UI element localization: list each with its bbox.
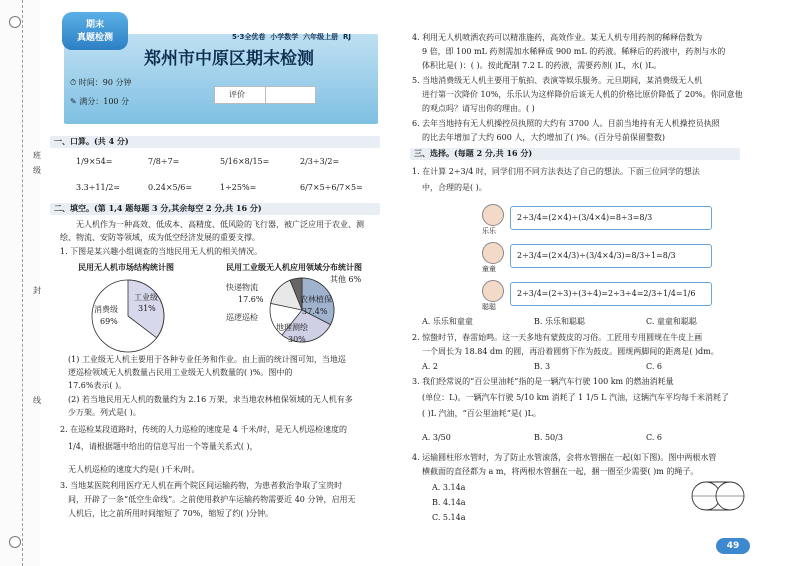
pie-label: 巡逻巡检 bbox=[226, 313, 258, 322]
grade-box bbox=[214, 86, 316, 104]
option: A. 乐乐和童童 bbox=[422, 317, 473, 326]
q5-line: 5. 当地消费级无人机主要用于航拍、表演等娱乐服务。元旦期间，某消费级无人机 bbox=[412, 76, 703, 85]
binding-char: 班 bbox=[33, 151, 41, 160]
pie-label: 地理测绘 bbox=[276, 323, 308, 332]
option: B. 50/3 bbox=[534, 433, 563, 442]
intro-line: 绘、物流、安防等领域，成为低空经济发展的重要支撑。 bbox=[60, 233, 260, 242]
page-title: 郑州市中原区期末检测 bbox=[144, 49, 314, 69]
option: C. 6 bbox=[646, 433, 663, 442]
chart2-title: 民用工业级无人机应用领域分布统计图 bbox=[226, 262, 362, 272]
binding-hole bbox=[9, 536, 21, 548]
score-label: ✎ 满分：100 分 bbox=[70, 97, 130, 106]
student-avatar bbox=[482, 242, 504, 264]
q1-2-line: (2) 若当地民用无人机的数量约为 2.16 万架，求当地农林植保领域的无人机有多 bbox=[68, 395, 353, 404]
section-1-title: 一、口算。(共 4 分) bbox=[54, 136, 129, 146]
pie-label: 快递物流 bbox=[226, 283, 258, 292]
student-avatar bbox=[482, 280, 504, 302]
option: B. 4.14a bbox=[432, 498, 466, 507]
q1-1-line: 逻巡检领域无人机数量占民用工业级无人机数量的( )%。图中的 bbox=[68, 368, 293, 377]
option: C. 童童和聪聪 bbox=[646, 317, 697, 326]
q5-line: 的观点吗？请写出你的理由。( ) bbox=[422, 104, 535, 113]
pipes-diagram bbox=[690, 478, 746, 514]
badge-line1: 期末 bbox=[85, 20, 104, 30]
binding-margin bbox=[0, 0, 40, 566]
pie-label: 其他 6% bbox=[330, 275, 362, 284]
chart1-title: 民用无人机市场结构统计图 bbox=[78, 262, 174, 272]
option: B. 乐乐和聪聪 bbox=[534, 317, 585, 326]
oral-item: 2/3÷3/2= bbox=[300, 157, 340, 166]
option: B. 3 bbox=[534, 362, 551, 371]
q4-line: 4. 利用无人机喷洒农药可以精准施药，高效作业。某无人机专用药剂的稀释倍数为 bbox=[412, 33, 703, 42]
method-eq: 2÷3/4=(2×4)÷(3/4×4)=8÷3=8/3 bbox=[517, 213, 653, 222]
market-pie-chart bbox=[78, 276, 188, 356]
c3-line: (单位：L)。一辆汽车行驶 5/10 km 消耗了 1 1/5 L 汽油，这辆汽车平均每千米消耗了 bbox=[422, 393, 730, 402]
clock-icon: ⏱ bbox=[70, 78, 79, 87]
header-banner bbox=[64, 20, 378, 124]
oral-item: 7/8÷7= bbox=[148, 157, 180, 166]
pie-label: 农林植保 bbox=[300, 295, 332, 304]
page-number: 49 bbox=[716, 538, 750, 554]
q4-line: 体积比是( )：( )。按此配制 7.2 L 的药液，需要药剂( )L，水( )L。 bbox=[422, 61, 662, 70]
q2-line: 无人机巡检的速度大约是( )千米/时。 bbox=[68, 465, 200, 474]
c1-line: 中，合理的是( )。 bbox=[422, 183, 487, 192]
student-name: 聪聪 bbox=[482, 303, 496, 311]
q6-line: 的比去年增加了大约 600 人，大约增加了( )%。(百分号前保留整数) bbox=[422, 133, 665, 142]
q3-line: 3. 当地某医院利用医疗无人机在两个院区间运输药物，为患者救治争取了宝贵时 bbox=[60, 481, 343, 490]
method-box bbox=[510, 244, 712, 268]
oral-item: 6/7×5÷6/7×5= bbox=[300, 183, 363, 192]
c2-line: 2. 惊蛰时节，春雷始鸣。这一天多地有蒙鼓皮的习俗。工匠用专用圆规在牛皮上画 bbox=[412, 333, 703, 342]
c1-line: 1. 在计算 2÷3/4 时，同学们用不同方法表达了自己的想法。下面三位同学的想法 bbox=[412, 167, 700, 176]
q5-line: 进行第一次降价 10%，乐乐认为这样降价后该无人机的价格比原价降低了 20%。你同意他 bbox=[422, 90, 743, 99]
method-eq: 2÷3/4=(2÷3)÷(3÷4)=2÷3÷4=2/3÷1/4=1/6 bbox=[517, 289, 696, 298]
c3-line: 3. 我们经常说的“百公里油耗”指的是一辆汽车行驶 100 km 的燃油消耗量 bbox=[412, 377, 674, 386]
oral-item: 1÷25%= bbox=[220, 183, 257, 192]
student-name: 童童 bbox=[482, 265, 496, 273]
check-icon: ✎ bbox=[70, 97, 80, 106]
method-eq: 2÷3/4=(2×4/3)÷(3/4×4/3)=8/3÷1=8/3 bbox=[517, 251, 676, 260]
q3-line: 人机后，比之前所用时间缩短了 70%，缩短了约( )分钟。 bbox=[68, 509, 274, 518]
binding-hole bbox=[9, 16, 21, 28]
option: C. 5.14a bbox=[432, 513, 466, 522]
student-name: 乐乐 bbox=[482, 227, 496, 235]
section-3-title: 三、选择。(每题 2 分,共 16 分) bbox=[414, 148, 533, 158]
intro-line: 无人机作为一种高效、低成本、高精度、低风险的飞行器，被广泛应用于农业、测 bbox=[76, 220, 364, 229]
option: A. 2 bbox=[422, 362, 438, 371]
option: C. 6 bbox=[646, 362, 663, 371]
q1-2-line: 少万架。列式是( )。 bbox=[68, 408, 141, 417]
q1-1-line: (1) 工业级无人机主要用于各种专业任务和作业。由上面的统计图可知，当地巡 bbox=[68, 355, 346, 364]
q2-line: 2. 在巡检某段道路时，传统的人力巡检的速度是 4 千米/时，是无人机巡检速度的 bbox=[60, 425, 348, 434]
q1-1-line: 17.6%表示( )。 bbox=[68, 381, 127, 390]
option: A. 3.14a bbox=[432, 483, 466, 492]
question-1: 1. 下图是某兴趣小组调查的当地民用无人机的相关情况。 bbox=[60, 247, 263, 256]
method-box bbox=[510, 206, 712, 230]
pie-value: 37.4% bbox=[302, 307, 328, 316]
q6-line: 6. 去年当地持有无人机操控员执照的大约有 3700 人。目前当地持有无人机操控员执照 bbox=[412, 119, 720, 128]
option: A. 3/50 bbox=[422, 433, 451, 442]
time-label: ⏱ 时间：90 分钟 bbox=[70, 78, 132, 87]
binding-char: 封 bbox=[33, 286, 41, 295]
pie-label: 消费级 bbox=[94, 305, 118, 314]
pie-label: 工业级 bbox=[134, 293, 158, 302]
badge-line2: 真题检测 bbox=[76, 33, 113, 43]
oral-item: 1/9×54= bbox=[76, 157, 113, 166]
c4-line: 横截面的直径都为 a m，将两根水管捆在一起，捆一圈至少需要( )m 的绳子。 bbox=[422, 467, 699, 476]
student-avatar bbox=[482, 204, 504, 226]
pie-value: 31% bbox=[138, 304, 156, 313]
binding-char: 线 bbox=[33, 396, 41, 405]
series-info: 5·3全优卷 小学数学 六年级上册 RJ bbox=[232, 33, 352, 41]
c2-line: 一个周长为 18.84 dm 的圆，再沿着圆剪下作为鼓皮。圆规两脚间的距离是( )dm。 bbox=[422, 347, 719, 356]
oral-item: 3.3÷11/2= bbox=[76, 183, 121, 192]
cut-line bbox=[22, 0, 23, 566]
binding-char: 级 bbox=[33, 166, 41, 175]
oral-item: 5/16×8/15= bbox=[220, 157, 270, 166]
section-2-title: 二、填空。(第 1,4 题每题 3 分,其余每空 2 分,共 16 分) bbox=[54, 203, 262, 213]
method-box bbox=[510, 282, 712, 306]
c4-line: 4. 运输圆柱形水管时，为了防止水管滚落，会将水管捆在一起(如下图)。图中两根水管 bbox=[412, 453, 717, 462]
c3-line: ( )L 汽油，“百公里油耗”是( )L。 bbox=[422, 409, 541, 418]
grade-label: 评价 bbox=[229, 90, 245, 99]
q2-line: 1/4，请根据题中给出的信息写出一个等量关系式( )， bbox=[68, 442, 258, 451]
pie-value: 69% bbox=[100, 317, 118, 326]
pie-value: 30% bbox=[288, 335, 306, 344]
q4-line: 9 倍，即 100 mL 药剂需加水稀释成 900 mL 的药液。稀释后的药液中，药剂与水的 bbox=[422, 47, 726, 56]
q3-line: 间，开辟了一条“低空生命线”。之前使用救护车运输药物需要近 40 分钟，启用无 bbox=[68, 495, 356, 504]
oral-item: 0.24×5/6= bbox=[148, 183, 193, 192]
pie-value: 17.6% bbox=[238, 295, 264, 304]
